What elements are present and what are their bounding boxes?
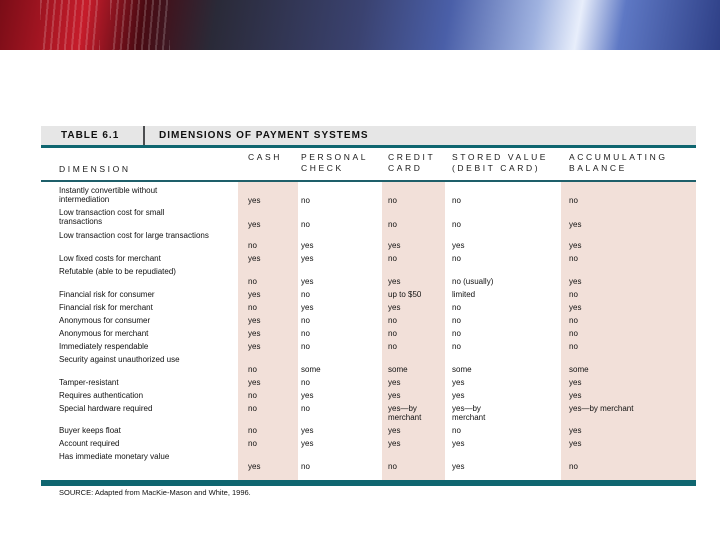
header-line: CREDIT bbox=[388, 152, 436, 162]
cash-cell: yes bbox=[248, 316, 261, 325]
accumulating-balance-cell: yes bbox=[569, 277, 582, 286]
banner-texture bbox=[40, 0, 100, 50]
header-credit-card bbox=[388, 152, 435, 174]
cash-cell: no bbox=[248, 426, 257, 435]
credit-card-cell: yes bbox=[388, 378, 401, 387]
stored-value-cell: yes bbox=[452, 241, 465, 250]
header-line: (DEBIT CARD) bbox=[452, 163, 541, 173]
dimension-label: Account required bbox=[59, 439, 120, 448]
header-dimension bbox=[59, 164, 131, 175]
accumulating-balance-cell: yes bbox=[569, 391, 582, 400]
stored-value-cell: yes bbox=[452, 378, 465, 387]
dimension-label: Anonymous for merchant bbox=[59, 329, 149, 338]
dimension-label: Financial risk for consumer bbox=[59, 290, 155, 299]
accumulating-balance-cell: yes—by merchant bbox=[569, 404, 634, 413]
cash-cell: yes bbox=[248, 378, 261, 387]
credit-card-cell: yes bbox=[388, 426, 401, 435]
stored-value-cell: no bbox=[452, 426, 461, 435]
personal-check-cell: yes bbox=[301, 241, 314, 250]
accumulating-balance-cell: some bbox=[569, 365, 589, 374]
stored-value-cell: no bbox=[452, 196, 461, 205]
personal-check-cell: no bbox=[301, 329, 310, 338]
accumulating-balance-cell: yes bbox=[569, 220, 582, 229]
credit-card-cell: no bbox=[388, 254, 397, 263]
header-personal-check bbox=[301, 152, 368, 174]
header-line: CARD bbox=[388, 163, 423, 173]
stored-value-cell: no bbox=[452, 329, 461, 338]
credit-card-cell: yes bbox=[388, 277, 401, 286]
personal-check-cell: yes bbox=[301, 391, 314, 400]
header-line: CASH bbox=[248, 152, 283, 162]
accumulating-balance-cell: yes bbox=[569, 303, 582, 312]
credit-card-cell: no bbox=[388, 329, 397, 338]
personal-check-cell: yes bbox=[301, 303, 314, 312]
accumulating-balance-cell: no bbox=[569, 342, 578, 351]
personal-check-cell: no bbox=[301, 404, 310, 413]
personal-check-cell: no bbox=[301, 290, 310, 299]
personal-check-cell: no bbox=[301, 196, 310, 205]
cash-cell: yes bbox=[248, 196, 261, 205]
cash-cell: no bbox=[248, 391, 257, 400]
credit-card-cell: some bbox=[388, 365, 408, 374]
credit-card-cell: yes bbox=[388, 241, 401, 250]
accumulating-balance-cell: yes bbox=[569, 378, 582, 387]
header-banner-image bbox=[0, 0, 720, 50]
cash-cell: no bbox=[248, 241, 257, 250]
cash-cell: no bbox=[248, 439, 257, 448]
header-line: PERSONAL bbox=[301, 152, 369, 162]
header-line: STORED VALUE bbox=[452, 152, 549, 162]
dimension-label: Low transaction cost for small transactions bbox=[59, 208, 165, 226]
dimension-label: Security against unauthorized use bbox=[59, 355, 180, 364]
table-number: TABLE 6.1 bbox=[41, 126, 145, 145]
credit-card-cell: yes—by merchant bbox=[388, 404, 422, 422]
accumulating-balance-cell: yes bbox=[569, 439, 582, 448]
stored-value-cell: some bbox=[452, 365, 472, 374]
table-bottom-bar bbox=[41, 480, 696, 486]
dimension-label: Tamper-resistant bbox=[59, 378, 119, 387]
personal-check-cell: yes bbox=[301, 439, 314, 448]
credit-card-cell: up to $50 bbox=[388, 290, 422, 299]
dimension-label: Instantly convertible without intermediation bbox=[59, 186, 158, 204]
cash-cell: no bbox=[248, 277, 257, 286]
cash-cell: yes bbox=[248, 462, 261, 471]
personal-check-cell: no bbox=[301, 316, 310, 325]
dimension-label: Financial risk for merchant bbox=[59, 303, 153, 312]
personal-check-cell: no bbox=[301, 342, 310, 351]
accumulating-balance-cell: no bbox=[569, 254, 578, 263]
stored-value-cell: yes bbox=[452, 439, 465, 448]
header-divider bbox=[41, 180, 696, 182]
dimension-label: Refutable (able to be repudiated) bbox=[59, 267, 176, 276]
dimension-label: Immediately respendable bbox=[59, 342, 149, 351]
dimension-label: Requires authentication bbox=[59, 391, 144, 400]
header-line: CHECK bbox=[301, 163, 344, 173]
header-accumulating-balance bbox=[569, 152, 668, 174]
cash-cell: yes bbox=[248, 290, 261, 299]
stored-value-cell: no bbox=[452, 303, 461, 312]
dimension-label: Low transaction cost for large transactions bbox=[59, 231, 209, 240]
credit-card-cell: no bbox=[388, 316, 397, 325]
accumulating-balance-cell: no bbox=[569, 290, 578, 299]
dimension-label: Low fixed costs for merchant bbox=[59, 254, 161, 263]
cash-cell: no bbox=[248, 303, 257, 312]
dimension-label: Has immediate monetary value bbox=[59, 452, 170, 461]
cash-cell: yes bbox=[248, 329, 261, 338]
header-line: DIMENSION bbox=[59, 164, 131, 174]
cash-cell: yes bbox=[248, 220, 261, 229]
header-stored-value bbox=[452, 152, 548, 174]
dimension-label: Buyer keeps float bbox=[59, 426, 121, 435]
banner-texture bbox=[110, 0, 170, 50]
header-line: BALANCE bbox=[569, 163, 627, 173]
accumulating-balance-cell: yes bbox=[569, 241, 582, 250]
accumulating-balance-cell: no bbox=[569, 329, 578, 338]
stored-value-cell: yes bbox=[452, 391, 465, 400]
table-title-bar bbox=[41, 126, 696, 148]
personal-check-cell: some bbox=[301, 365, 321, 374]
personal-check-cell: no bbox=[301, 220, 310, 229]
accumulating-balance-cell: no bbox=[569, 316, 578, 325]
credit-card-cell: no bbox=[388, 342, 397, 351]
accumulating-balance-cell: no bbox=[569, 196, 578, 205]
stored-value-cell: no bbox=[452, 220, 461, 229]
stored-value-cell: limited bbox=[452, 290, 476, 299]
personal-check-cell: yes bbox=[301, 254, 314, 263]
stored-value-cell: no bbox=[452, 342, 461, 351]
payment-systems-table bbox=[41, 126, 696, 486]
personal-check-cell: no bbox=[301, 378, 310, 387]
accumulating-balance-cell: yes bbox=[569, 426, 582, 435]
dimension-label: Anonymous for consumer bbox=[59, 316, 151, 325]
cash-cell: no bbox=[248, 404, 257, 413]
dimension-label: Special hardware required bbox=[59, 404, 153, 413]
header-cash bbox=[248, 152, 282, 163]
header-line: ACCUMULATING bbox=[569, 152, 668, 162]
credit-card-cell: yes bbox=[388, 391, 401, 400]
accumulating-balance-cell: no bbox=[569, 462, 578, 471]
stored-value-cell: no bbox=[452, 316, 461, 325]
personal-check-cell: no bbox=[301, 462, 310, 471]
stored-value-cell: yes—by merchant bbox=[452, 404, 486, 422]
personal-check-cell: yes bbox=[301, 277, 314, 286]
table-title: DIMENSIONS OF PAYMENT SYSTEMS bbox=[145, 126, 696, 145]
stored-value-cell: no bbox=[452, 254, 461, 263]
cash-cell: no bbox=[248, 365, 257, 374]
credit-card-cell: no bbox=[388, 220, 397, 229]
stored-value-cell: yes bbox=[452, 462, 465, 471]
source-note: SOURCE: Adapted from MacKie-Mason and White, 1996. bbox=[59, 488, 251, 497]
personal-check-cell: yes bbox=[301, 426, 314, 435]
cash-cell: yes bbox=[248, 342, 261, 351]
credit-card-cell: no bbox=[388, 196, 397, 205]
credit-card-cell: yes bbox=[388, 439, 401, 448]
stored-value-cell: no (usually) bbox=[452, 277, 494, 286]
cash-cell: yes bbox=[248, 254, 261, 263]
credit-card-cell: no bbox=[388, 462, 397, 471]
credit-card-cell: yes bbox=[388, 303, 401, 312]
